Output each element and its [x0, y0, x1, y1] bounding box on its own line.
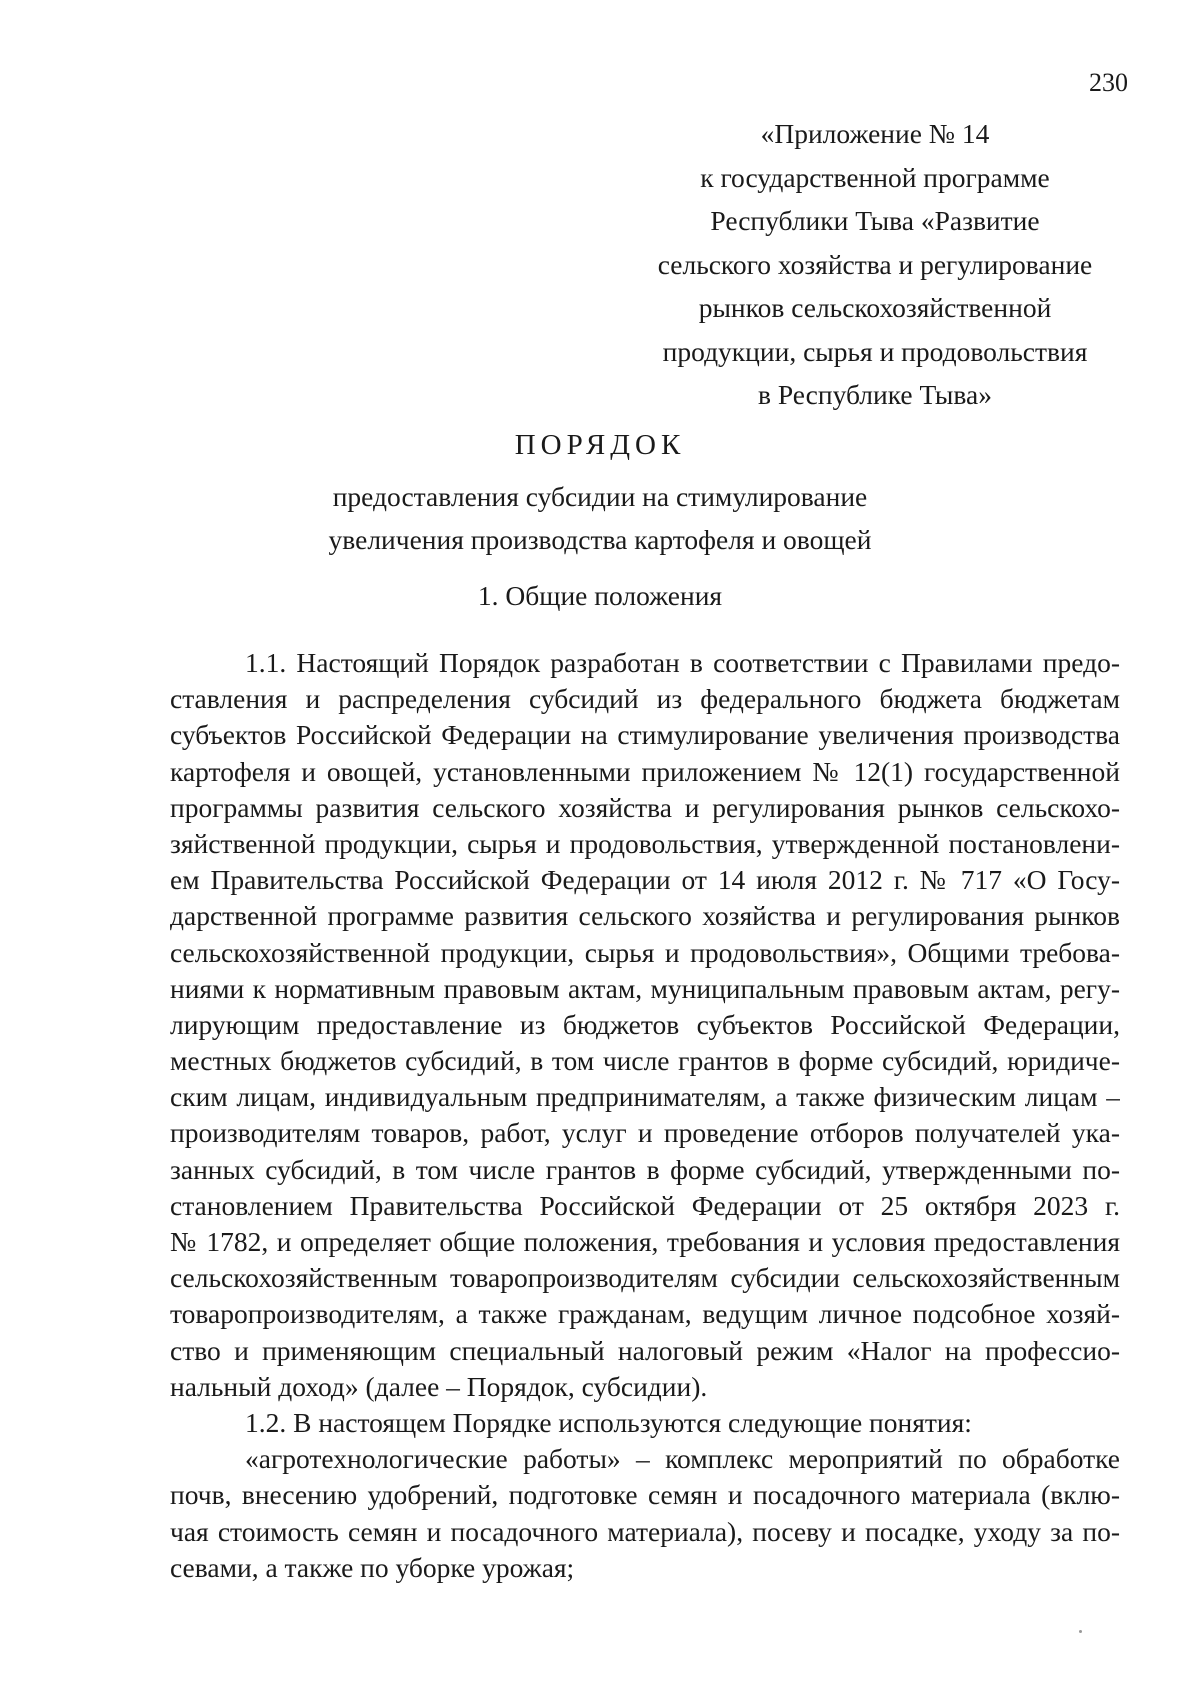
appendix-line: к государственной программе [700, 161, 1050, 193]
body-line: занных субсидий, в том числе грантов в форме субсидий, утвержденными по- [170, 1153, 1120, 1185]
page-number: 230 [1089, 68, 1128, 97]
subtitle-line: предоставления субсидии на стимулирование [332, 481, 868, 512]
appendix-line: в Республике Тыва» [758, 379, 992, 410]
body-line: сельскохозяйственным товаропроизводителям субсидии сельскохозяйственным [170, 1262, 1120, 1294]
appendix-line: рынков сельскохозяйственной [698, 292, 1052, 323]
body-line: ниями к нормативным правовым актам, муниципальным правовым актам, регу- [170, 972, 1120, 1004]
body-line: лирующим предоставление из бюджетов субъектов Российской Федерации, [170, 1008, 1120, 1040]
body-line: становлением Правительства Российской Федерации от 25 октября 2023 г. [170, 1189, 1120, 1221]
body-line: товаропроизводителям, а также гражданам, ведущим личное подсобное хозяй- [170, 1298, 1120, 1330]
body-line: субъектов Российской Федерации на стимулирование увеличения производства [170, 719, 1120, 751]
body-line: 1.2. В настоящем Порядке используются следующие понятия: [245, 1406, 972, 1438]
scan-artifact [1079, 1630, 1082, 1633]
body-line: ство и применяющим специальный налоговый режим «Налог на профессио- [170, 1334, 1120, 1366]
body-line: дарственной программе развития сельского хозяйства и регулирования рынков [170, 900, 1120, 932]
body-line: ским лицам, индивидуальным предпринимателям, а также физическим лицам – [170, 1081, 1120, 1113]
body-line: № 1782, и определяет общие положения, требования и условия предоставления [170, 1226, 1120, 1257]
appendix-line: сельского хозяйства и регулирование [657, 248, 1093, 280]
body-text [170, 645, 1120, 1586]
subtitle-line: увеличения производства картофеля и овощей [328, 524, 872, 555]
body-line: ставления и распределения субсидий из федерального бюджета бюджетам [170, 683, 1120, 715]
section-heading: 1. Общие положения [477, 580, 723, 611]
body-line: нальный доход» (далее – Порядок, субсидии). [170, 1370, 708, 1402]
body-line: «агротехнологические работы» – комплекс мероприятий по обработке [245, 1443, 1120, 1475]
body-line: ем Правительства Российской Федерации от 14 июля 2012 г. № 717 «О Госу- [170, 864, 1120, 896]
body-line: программы развития сельского хозяйства и регулирования рынков сельскохо- [170, 791, 1120, 823]
body-line: севами, а также по уборке урожая; [170, 1551, 575, 1583]
document-title: ПОРЯДОК [514, 429, 686, 461]
appendix-line: Республики Тыва «Развитие [710, 205, 1040, 236]
appendix-line: продукции, сырья и продовольствия [662, 335, 1088, 367]
body-line: местных бюджетов субсидий, в том числе грантов в форме субсидий, юридиче- [170, 1045, 1120, 1077]
appendix-line: «Приложение № 14 [760, 118, 990, 149]
body-line: 1.1. Настоящий Порядок разработан в соответствии с Правилами предо- [245, 647, 1120, 678]
appendix-header [640, 112, 1110, 417]
body-line: зяйственной продукции, сырья и продовольствия, утвержденной постановлени- [170, 827, 1120, 859]
body-line: производителям товаров, работ, услуг и проведение отборов получателей ука- [170, 1117, 1120, 1149]
body-line: сельскохозяйственной продукции, сырья и продовольствия», Общими требова- [170, 936, 1120, 968]
body-line: чая стоимость семян и посадочного материала), посеву и посадке, уходу за по- [170, 1515, 1120, 1547]
body-line: картофеля и овощей, установленными приложением № 12(1) государственной [170, 755, 1120, 787]
body-line: почв, внесению удобрений, подготовке семян и посадочного материала (вклю- [170, 1479, 1120, 1511]
document-subtitle [0, 475, 1200, 561]
